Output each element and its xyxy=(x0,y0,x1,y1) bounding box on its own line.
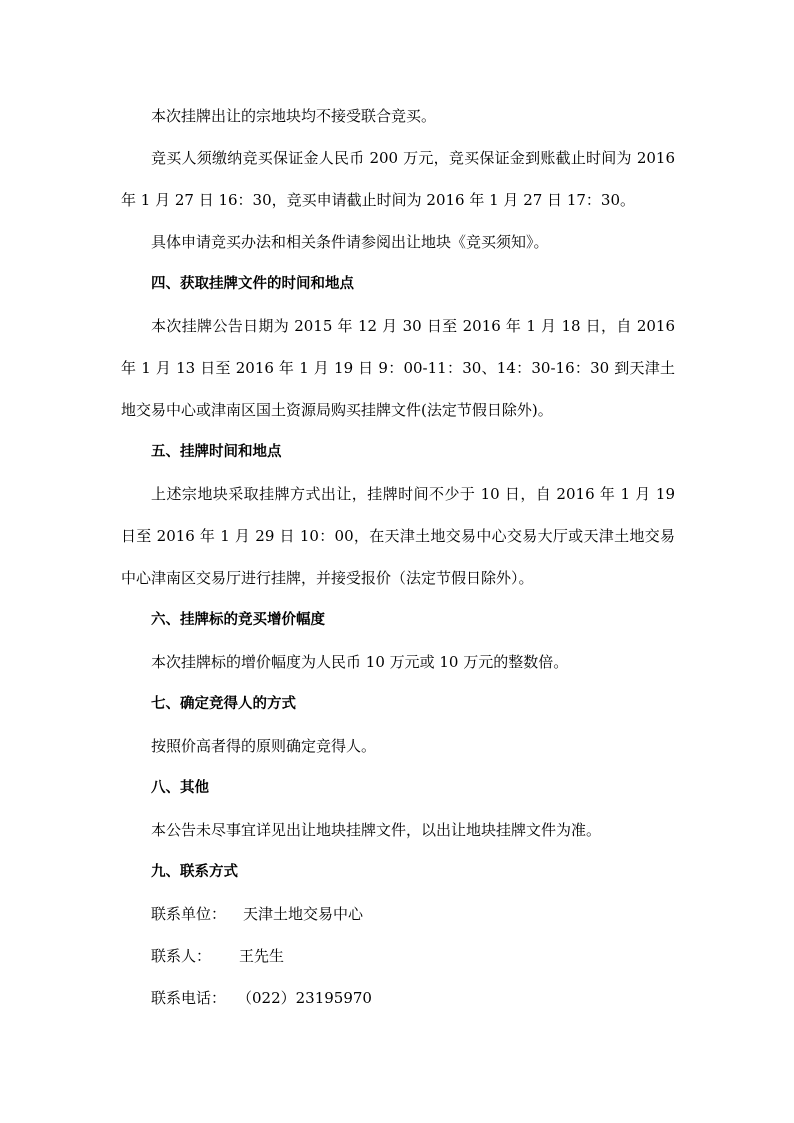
section-heading-documents: 四、获取挂牌文件的时间和地点 xyxy=(151,276,354,292)
section-heading-contact: 九、联系方式 xyxy=(151,864,238,880)
contact-unit-row xyxy=(151,893,363,935)
contact-person-row xyxy=(151,935,284,977)
paragraph-other: 本公告未尽事宜详见出让地块挂牌文件，以出让地块挂牌文件为准。 xyxy=(151,821,602,839)
contact-phone-label: 联系电话： xyxy=(151,989,227,1007)
contact-person-label: 联系人： xyxy=(151,947,212,965)
contact-phone-value: （022）23195970 xyxy=(237,989,372,1007)
section-heading-increment: 六、挂牌标的竞买增价幅度 xyxy=(151,612,325,628)
paragraph-winner: 按照价高者得的原则确定竞得人。 xyxy=(151,737,377,755)
section-heading-listing-time: 五、挂牌时间和地点 xyxy=(151,444,282,460)
contact-unit-value: 天津土地交易中心 xyxy=(243,905,364,923)
section-heading-other: 八、其他 xyxy=(151,780,209,796)
contact-unit-label: 联系单位： xyxy=(151,905,227,923)
paragraph-document-dates: 本次挂牌公告日期为 2015 年 12 月 30 日至 2016 年 1 月 18 日，自 2016 年 1 月 13 日至 2016 年 1 月 19 日 9：00-11：30、14：30-16：30 到天津土地交易中心或津南区国土资源局购买挂牌文件(法定节假日除外)。 xyxy=(121,317,675,419)
contact-person-value: 王先生 xyxy=(239,947,285,965)
paragraph-listing-time: 上述宗地块采取挂牌方式出让，挂牌时间不少于 10 日，自 2016 年 1 月 19 日至 2016 年 1 月 29 日 10：00，在天津土地交易中心交易大厅或天津土地交易中心津南区交易厅进行挂牌，并接受报价（法定节假日除外）。 xyxy=(121,485,675,587)
paragraph-bidding-rules: 具体申请竞买办法和相关条件请参阅出让地块《竞买须知》。 xyxy=(151,233,549,251)
paragraph-no-joint-bidding: 本次挂牌出让的宗地块均不接受联合竞买。 xyxy=(151,107,437,125)
paragraph-increment: 本次挂牌标的增价幅度为人民币 10 万元或 10 万元的整数倍。 xyxy=(151,653,569,671)
paragraph-deposit: 竞买人须缴纳竞买保证金人民币 200 万元，竞买保证金到账截止时间为 2016 年 1 月 27 日 16：30，竞买申请截止时间为 2016 年 1 月 27 日 17：30。 xyxy=(121,149,675,209)
section-heading-winner: 七、确定竞得人的方式 xyxy=(151,696,296,712)
contact-phone-row xyxy=(151,977,372,1019)
